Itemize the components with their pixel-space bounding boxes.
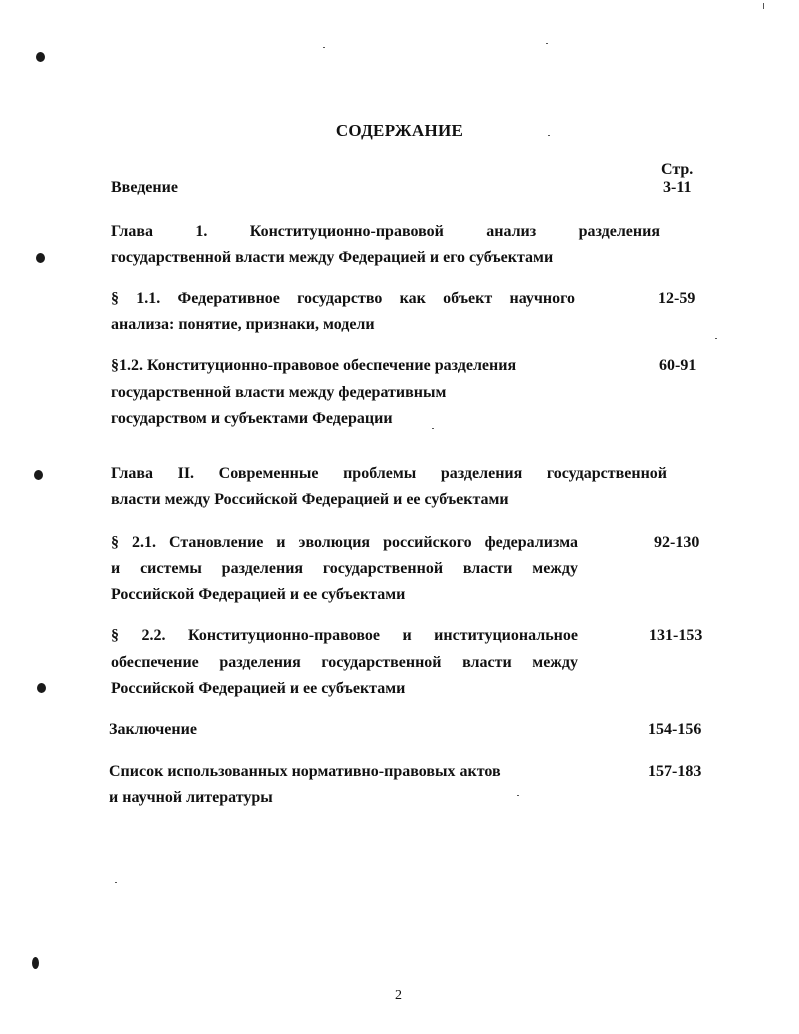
punch-hole bbox=[34, 470, 43, 480]
toc-section-1-2-line-2: государственной власти между федеративным bbox=[111, 384, 447, 401]
page-title: СОДЕРЖАНИЕ bbox=[335, 121, 464, 140]
toc-chapter-1-line-2: государственной власти между Федерацией и его субъектами bbox=[111, 249, 554, 266]
punch-hole bbox=[32, 957, 39, 969]
toc-chapter-2-line-2: власти между Российской Федерацией и ее субъектами bbox=[111, 491, 509, 508]
toc-section-1-1-line-2: анализа: понятие, признаки, модели bbox=[111, 316, 375, 333]
punch-hole bbox=[36, 253, 45, 263]
page-number: 2 bbox=[395, 988, 402, 1003]
punch-hole bbox=[36, 52, 45, 62]
toc-conclusion: Заключение bbox=[109, 721, 197, 738]
scan-speck bbox=[517, 795, 519, 796]
toc-introduction: Введение bbox=[111, 179, 178, 196]
toc-bibliography-line-1: Список использованных нормативно-правовых актов bbox=[109, 763, 501, 780]
toc-chapter-1-line-1: Глава 1. Конституционно-правовой анализ разделения bbox=[111, 223, 660, 240]
scan-speck bbox=[763, 3, 764, 9]
toc-section-2-1-line-2: и системы разделения государственной власти между bbox=[111, 560, 578, 577]
toc-section-1-1-pages: 12-59 bbox=[658, 290, 696, 307]
toc-section-2-2-line-1: § 2.2. Конституционно-правовое и институциональное bbox=[111, 627, 578, 644]
toc-section-1-2-line-1: §1.2. Конституционно-правовое обеспечение разделения bbox=[111, 357, 517, 374]
toc-section-2-2-line-2: обеспечение разделения государственной власти между bbox=[111, 654, 578, 671]
scan-speck bbox=[715, 338, 717, 339]
toc-section-2-1-pages: 92-130 bbox=[654, 534, 700, 551]
scan-speck bbox=[115, 882, 117, 883]
page-column-header: Стр. bbox=[661, 161, 694, 178]
toc-section-1-2-line-3: государством и субъектами Федерации bbox=[111, 410, 393, 427]
toc-section-2-1-line-3: Российской Федерацией и ее субъектами bbox=[111, 586, 406, 603]
toc-section-2-1-line-1: § 2.1. Становление и эволюция российского федерализма bbox=[111, 534, 578, 551]
toc-section-2-2-line-3: Российской Федерацией и ее субъектами bbox=[111, 680, 406, 697]
toc-chapter-2-line-1: Глава II. Современные проблемы разделения государственной bbox=[111, 465, 667, 482]
toc-bibliography-pages: 157-183 bbox=[648, 763, 702, 780]
punch-hole bbox=[37, 683, 46, 693]
scan-speck bbox=[432, 428, 434, 429]
toc-section-2-2-pages: 131-153 bbox=[649, 627, 703, 644]
toc-introduction-pages: 3-11 bbox=[663, 179, 692, 196]
toc-section-1-2-pages: 60-91 bbox=[659, 357, 697, 374]
scan-speck bbox=[546, 43, 548, 44]
toc-bibliography-line-2: и научной литературы bbox=[109, 789, 273, 806]
toc-section-1-1-line-1: § 1.1. Федеративное государство как объект научного bbox=[111, 290, 575, 307]
scan-speck bbox=[323, 47, 325, 48]
toc-conclusion-pages: 154-156 bbox=[648, 721, 702, 738]
